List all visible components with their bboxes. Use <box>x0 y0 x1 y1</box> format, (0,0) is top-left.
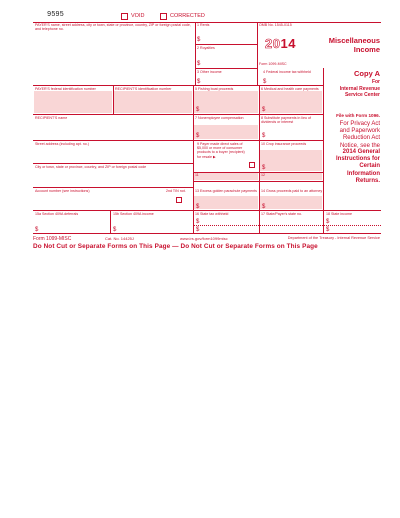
street-label: Street address (including apt. no.) <box>35 142 89 146</box>
privacy-line-3: Reduction Act <box>342 135 380 142</box>
recipient-tin-label: RECIPIENT'S identification number <box>115 87 172 91</box>
instructions-notice <box>318 149 380 185</box>
void-checkbox[interactable] <box>121 13 128 20</box>
payer-name-label: PAYER'S name, street address, city or town, state or province, country, ZIP or foreign postal code, and telephone no. <box>35 23 191 32</box>
box14-dollar: $ <box>262 204 266 210</box>
corrected-label: CORRECTED <box>170 13 205 19</box>
box17-input[interactable] <box>260 217 322 232</box>
box11-input[interactable] <box>194 173 258 180</box>
box5-label: 5 Fishing boat proceeds <box>195 87 234 91</box>
corrected-checkbox[interactable] <box>160 13 167 20</box>
payer-tin-input[interactable] <box>34 91 112 113</box>
box14-label: 14 Gross proceeds paid to an attorney <box>261 189 323 193</box>
box18-dollar-2: $ <box>326 227 330 233</box>
box2-label: 2 Royalties <box>197 46 215 50</box>
box3-label: 3 Other income <box>197 70 222 74</box>
irs-line2: Service Center <box>344 92 380 98</box>
box9-checkbox[interactable] <box>249 162 255 168</box>
privacy-line-1: For Privacy Act <box>339 121 380 127</box>
box16-input[interactable] <box>194 217 258 232</box>
box16-label: 16 State tax withheld <box>195 212 229 216</box>
box8-label: 8 Substitute payments in lieu of dividends or interest <box>261 116 311 125</box>
recipient-name-input[interactable] <box>34 121 192 139</box>
city-label: City or town, state or province, country, and ZIP or foreign postal code <box>35 165 147 169</box>
box17-label: 17 State/Payer's state no. <box>261 212 303 216</box>
box11-label: 11 <box>195 173 199 177</box>
box14-input[interactable] <box>260 196 322 209</box>
privacy-line-2: and Paperwork <box>339 128 380 135</box>
form-title-line2: Income <box>353 45 380 54</box>
footer-warning: Do Not Cut or Separate Forms on This Page — Do Not Cut or Separate Forms on This Page <box>33 243 318 250</box>
payer-name-input[interactable] <box>34 33 194 84</box>
box15a-label: 15a Section 409A deferrals <box>35 212 79 216</box>
tin-notice-checkbox[interactable] <box>176 197 182 203</box>
box2-input[interactable] <box>196 51 256 67</box>
box16-dollar-1: $ <box>196 219 200 225</box>
box8-dollar: $ <box>262 133 266 139</box>
box8-input[interactable] <box>260 125 322 139</box>
box6-input[interactable] <box>260 91 322 113</box>
footer-form: Form 1099-MISC <box>33 236 72 242</box>
form-title <box>300 36 380 54</box>
year-suffix: 14 <box>280 36 296 51</box>
box15b-dollar: $ <box>113 227 117 233</box>
box6-label: 6 Medical and health care payments <box>261 87 319 91</box>
form-code: 9595 <box>47 11 64 19</box>
form-title-line1: Miscellaneous <box>328 36 380 45</box>
box12-input[interactable] <box>260 173 322 180</box>
instructions-line-5: Returns. <box>355 177 380 184</box>
box4-label: 4 Federal income tax withheld <box>263 70 311 74</box>
street-input[interactable] <box>34 147 192 162</box>
file-with-label: File with Form 1096. <box>336 113 380 118</box>
box13-label: 13 Excess golden parachute payments <box>195 189 257 193</box>
box10-input[interactable] <box>260 150 322 171</box>
box3-dollar: $ <box>197 79 201 85</box>
box6-dollar: $ <box>262 107 266 113</box>
box15a-dollar: $ <box>35 227 39 233</box>
year-prefix: 20 <box>265 36 281 51</box>
form-label: Form 1099-MISC <box>259 62 287 66</box>
box10-dollar: $ <box>262 165 266 171</box>
box2-dollar: $ <box>197 61 201 67</box>
box15b-label: 15b Section 409A income <box>113 212 154 216</box>
box18-input[interactable] <box>324 217 380 232</box>
footer-cat: Cat. No. 14425J <box>105 236 134 241</box>
void-label: VOID <box>131 13 145 19</box>
instructions-line-1: 2014 General <box>342 149 380 155</box>
box4-dollar: $ <box>263 79 267 85</box>
recipient-name-label: RECIPIENT'S name <box>35 116 68 120</box>
copy-label: Copy A <box>354 69 380 78</box>
box7-input[interactable] <box>194 121 258 139</box>
instructions-line-4: Information <box>347 170 380 177</box>
box9-label: 9 Payer made direct sales of $5,000 or more of consumer products to a buyer (recipient) for resale ▶ <box>197 142 245 159</box>
box16-dollar-2: $ <box>196 227 200 233</box>
box12-label: 12 <box>261 173 265 177</box>
tax-year <box>265 37 296 50</box>
box10-label: 10 Crop insurance proceeds <box>261 142 307 146</box>
omb-number: OMB No. 1545-0115 <box>259 23 292 27</box>
privacy-notice <box>318 121 380 150</box>
account-input[interactable] <box>34 194 159 209</box>
box1-dollar: $ <box>197 37 201 43</box>
footer-dept: Department of the Treasury - Internal Revenue Service <box>287 236 380 240</box>
box18-label: 18 State income <box>326 212 352 216</box>
box1-input[interactable] <box>196 28 256 43</box>
box15a-input[interactable] <box>34 217 109 232</box>
payer-tin-label: PAYER'S federal identification number <box>35 87 96 91</box>
footer-url: www.irs.gov/form1099misc <box>180 236 228 241</box>
box13-dollar: $ <box>196 204 200 210</box>
instructions-line-2: Instructions for <box>335 156 380 163</box>
irs-label <box>320 86 380 98</box>
city-input[interactable] <box>34 170 192 186</box>
box1-label: 1 Rents <box>197 23 210 27</box>
privacy-line-4: Notice, see the <box>339 142 380 149</box>
irs-line1: Internal Revenue <box>339 86 380 92</box>
box7-label: 7 Nonemployee compensation <box>195 116 244 120</box>
box18-dollar-1: $ <box>326 219 330 225</box>
tin-notice-label: 2nd TIN not. <box>166 189 186 193</box>
recipient-tin-input[interactable] <box>114 91 192 113</box>
box5-dollar: $ <box>196 107 200 113</box>
box15b-input[interactable] <box>111 217 192 232</box>
box3-input[interactable] <box>196 74 256 84</box>
box7-dollar: $ <box>196 133 200 139</box>
account-label: Account number (see instructions) <box>35 189 90 193</box>
instructions-line-3: Certain <box>359 163 380 170</box>
box5-input[interactable] <box>194 91 258 113</box>
box4-input[interactable] <box>258 74 322 84</box>
box13-input[interactable] <box>194 196 258 209</box>
for-label: For <box>371 79 380 85</box>
